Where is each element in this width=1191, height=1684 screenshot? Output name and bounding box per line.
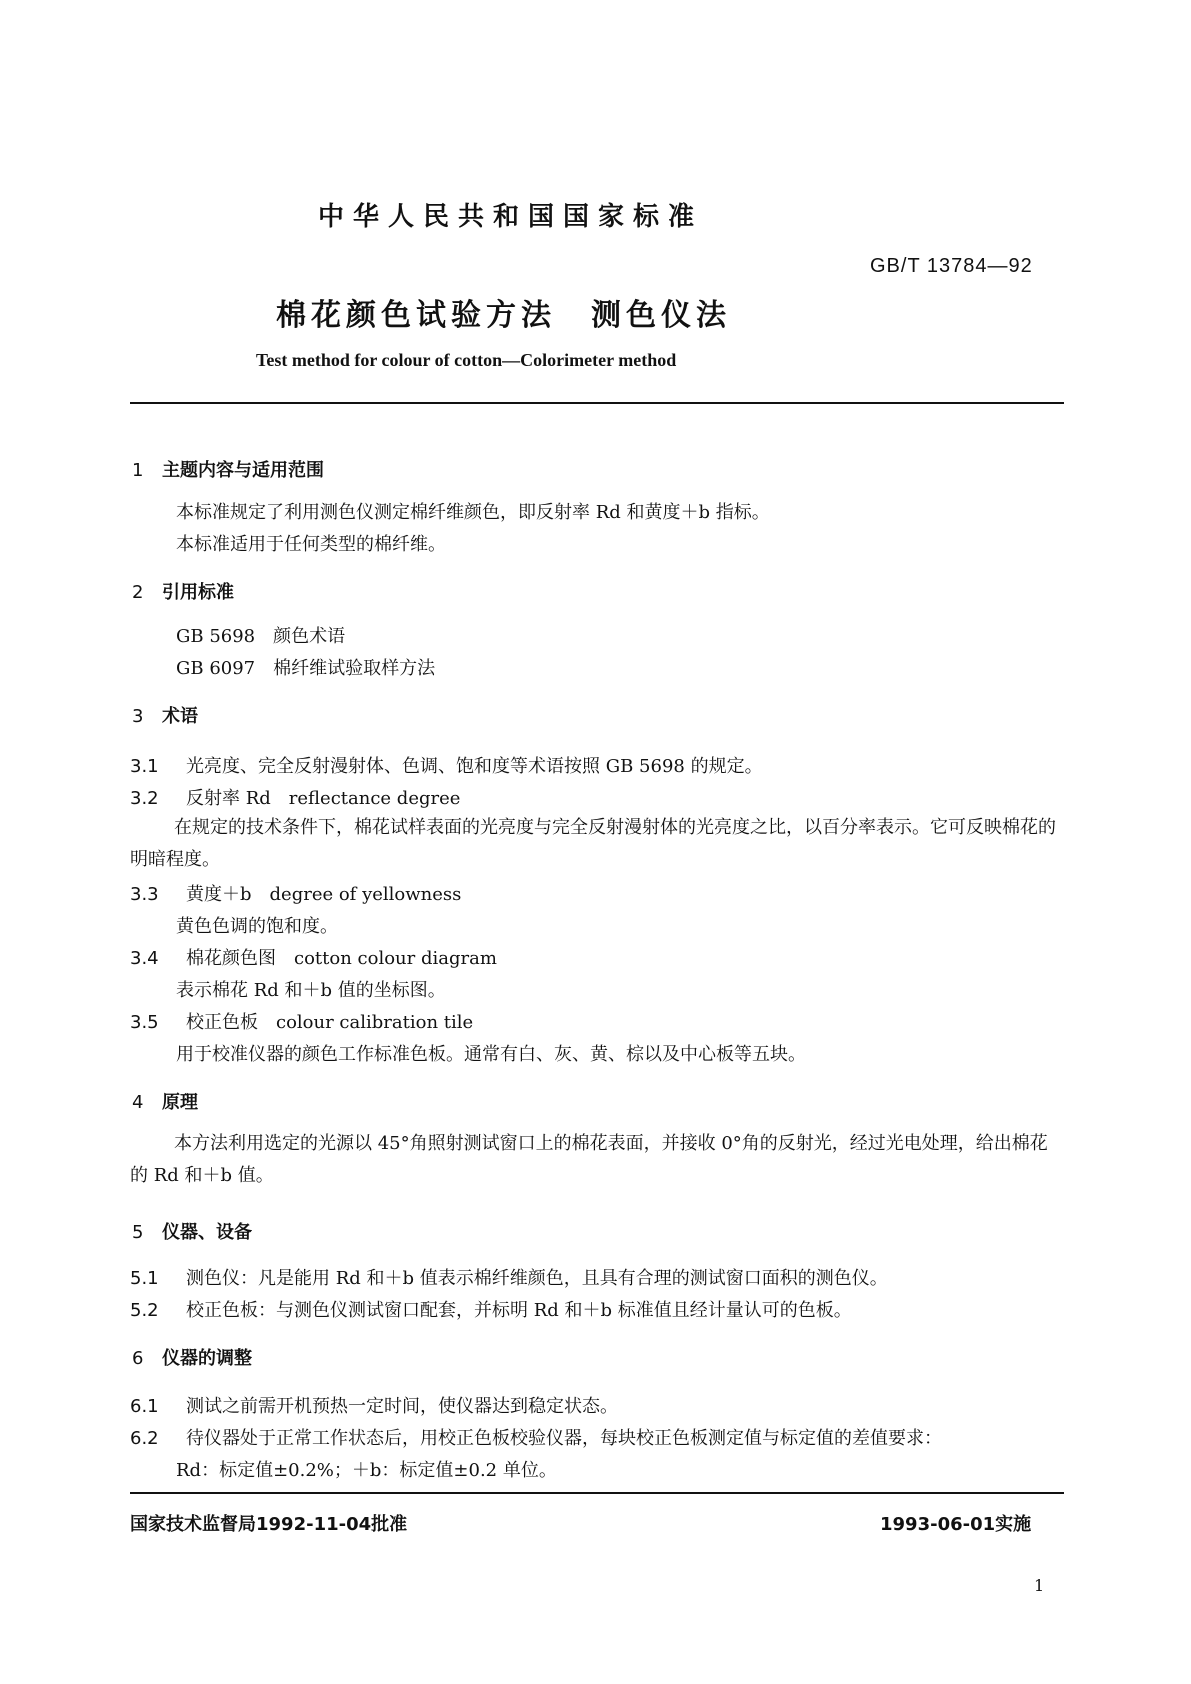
term-3-2 xyxy=(130,784,460,810)
section-4-heading xyxy=(132,1088,198,1114)
term-3-1 xyxy=(130,752,763,778)
term-3-3-definition: 黄色色调的饱和度。 xyxy=(176,916,338,937)
clause-text: 光亮度、完全反射漫射体、色调、饱和度等术语按照 GB 5698 的规定。 xyxy=(186,756,763,777)
document-title-en: Test method for colour of cotton—Colorimeter method xyxy=(256,350,677,370)
section-number: 5 xyxy=(132,1222,144,1243)
clause-6-1 xyxy=(130,1392,618,1418)
section-4-para: 本方法利用选定的光源以 45°角照射测试窗口上的棉花表面，并接收 0°角的反射光，经过光电处理，给出棉花的 Rd 和＋b 值。 xyxy=(130,1133,1048,1186)
term-3-4-definition: 表示棉花 Rd 和＋b 值的坐标图。 xyxy=(176,980,446,1001)
section-title: 原理 xyxy=(162,1092,198,1113)
section-number: 2 xyxy=(132,582,144,603)
section-2-heading xyxy=(132,578,234,604)
section-title: 主题内容与适用范围 xyxy=(162,460,324,481)
section-title: 仪器、设备 xyxy=(162,1222,252,1243)
clause-text: 测试之前需开机预热一定时间，使仪器达到稳定状态。 xyxy=(186,1396,618,1417)
clause-text: 黄度＋b degree of yellowness xyxy=(186,884,462,905)
term-3-2-definition: 在规定的技术条件下，棉花试样表面的光亮度与完全反射漫射体的光亮度之比，以百分率表示。它可反映棉花的明暗程度。 xyxy=(130,817,1056,870)
section-1-heading xyxy=(132,456,324,482)
clause-5-1 xyxy=(130,1264,888,1290)
clause-number: 3.2 xyxy=(130,788,159,809)
clause-number: 3.5 xyxy=(130,1012,159,1033)
reference-gb5698: GB 5698 颜色术语 xyxy=(176,626,346,647)
clause-number: 3.4 xyxy=(130,948,159,969)
footer-divider xyxy=(130,1492,1064,1494)
section-5-heading xyxy=(132,1218,252,1244)
approval-date: 国家技术监督局1992-11-04批准 xyxy=(130,1514,408,1535)
term-3-5-definition: 用于校准仪器的颜色工作标准色板。通常有白、灰、黄、棕以及中心板等五块。 xyxy=(176,1044,806,1065)
clause-6-2 xyxy=(130,1424,942,1450)
section-number: 6 xyxy=(132,1348,144,1369)
clause-text: 棉花颜色图 cotton colour diagram xyxy=(186,948,497,969)
header-divider xyxy=(130,402,1064,404)
term-3-4 xyxy=(130,944,497,970)
clause-number: 6.1 xyxy=(130,1396,159,1417)
page-number: 1 xyxy=(1034,1576,1045,1595)
clause-text: 待仪器处于正常工作状态后，用校正色板校验仪器，每块校正色板测定值与标定值的差值要求： xyxy=(186,1428,942,1449)
clause-text: 校正色板：与测色仪测试窗口配套，并标明 Rd 和＋b 标准值且经计量认可的色板。 xyxy=(186,1300,852,1321)
term-3-5 xyxy=(130,1008,473,1034)
section-title: 术语 xyxy=(162,706,198,727)
section-1-para-2: 本标准适用于任何类型的棉纤维。 xyxy=(176,534,446,555)
section-title: 仪器的调整 xyxy=(162,1348,252,1369)
section-number: 4 xyxy=(132,1092,144,1113)
clause-text: 测色仪：凡是能用 Rd 和＋b 值表示棉纤维颜色，且具有合理的测试窗口面积的测色仪。 xyxy=(186,1268,888,1289)
clause-text: 校正色板 colour calibration tile xyxy=(186,1012,474,1033)
section-number: 3 xyxy=(132,706,144,727)
clause-5-2 xyxy=(130,1296,852,1322)
standard-number: GB/T 13784—92 xyxy=(870,255,1033,277)
standard-type: 中华人民共和国国家标准 xyxy=(318,202,704,232)
section-number: 1 xyxy=(132,460,144,481)
document-title-cn: 棉花颜色试验方法 测色仪法 xyxy=(276,298,731,333)
section-title: 引用标准 xyxy=(162,582,234,603)
clause-text: 反射率 Rd reflectance degree xyxy=(186,788,461,809)
clause-number: 6.2 xyxy=(130,1428,159,1449)
reference-gb6097: GB 6097 棉纤维试验取样方法 xyxy=(176,658,436,679)
section-3-heading xyxy=(132,702,198,728)
section-1-para-1: 本标准规定了利用测色仪测定棉纤维颜色，即反射率 Rd 和黄度＋b 指标。 xyxy=(176,502,770,523)
clause-number: 5.1 xyxy=(130,1268,159,1289)
term-3-3 xyxy=(130,880,461,906)
clause-number: 3.3 xyxy=(130,884,159,905)
clause-number: 5.2 xyxy=(130,1300,159,1321)
effective-date: 1993-06-01实施 xyxy=(880,1514,1032,1535)
clause-number: 3.1 xyxy=(130,756,159,777)
clause-6-2-continuation: Rd：标定值±0.2%；＋b：标定值±0.2 单位。 xyxy=(176,1460,557,1481)
section-6-heading xyxy=(132,1344,252,1370)
